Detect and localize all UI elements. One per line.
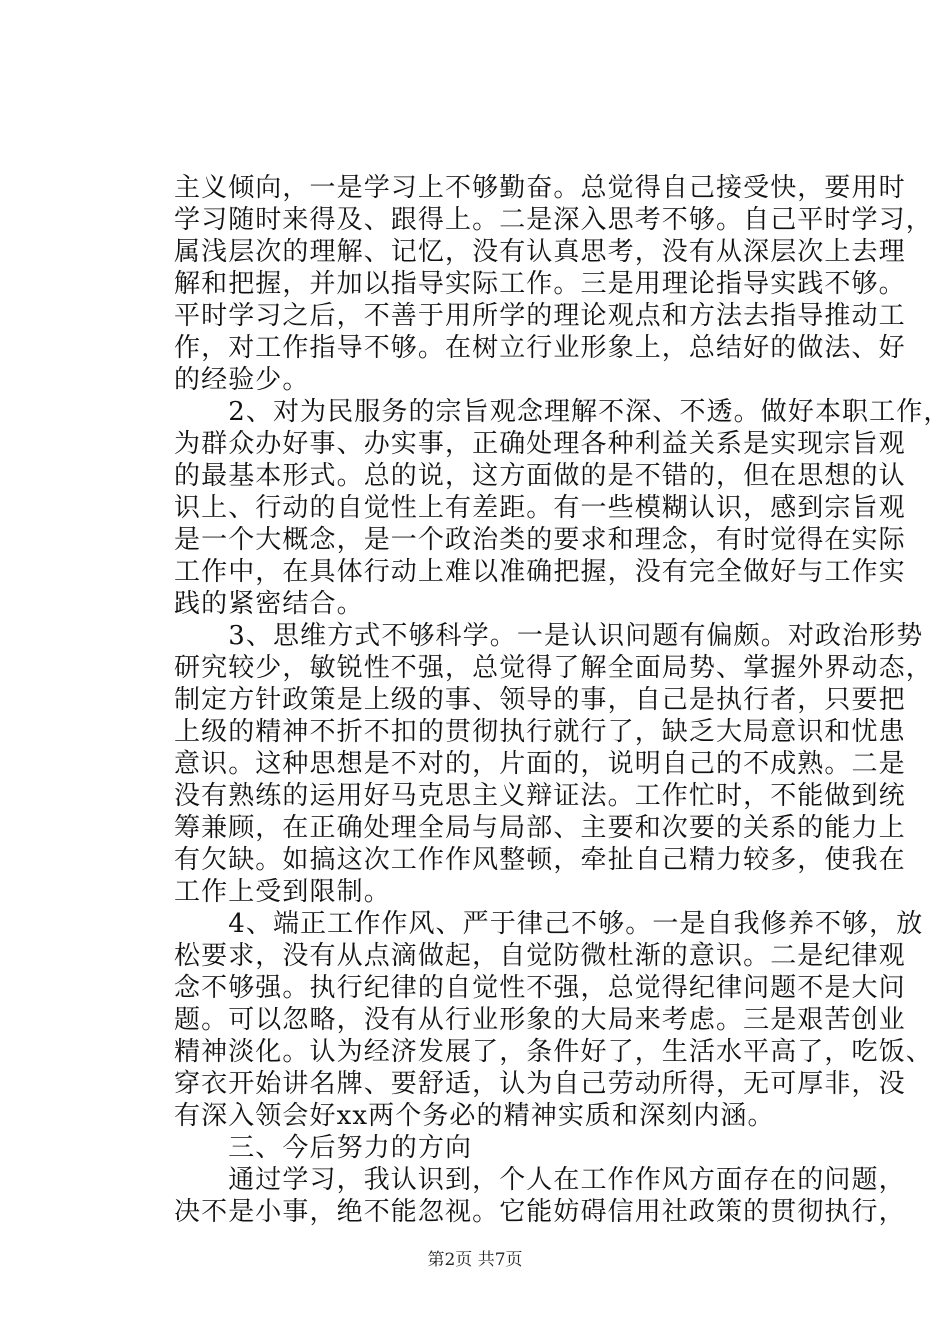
text-line: 制定方针政策是上级的事、领导的事，自己是执行者，只要把 <box>174 685 906 715</box>
text-line: 学习随时来得及、跟得上。二是深入思考不够。自己平时学习， <box>174 205 933 235</box>
text-line: 有欠缺。如搞这次工作作风整顿，牵扯自己精力较多，使我在 <box>174 845 906 875</box>
text-line: 主义倾向，一是学习上不够勤奋。总觉得自己接受快，要用时 <box>174 173 906 203</box>
text-line: 4、端正工作作风、严于律己不够。一是自我修养不够，放 <box>174 909 924 939</box>
text-line: 属浅层次的理解、记忆，没有认真思考，没有从深层次上去理 <box>174 237 906 267</box>
text-line: 工作上受到限制。 <box>174 877 391 907</box>
text-line: 研究较少，敏锐性不强，总觉得了解全面局势、掌握外界动态， <box>174 653 933 683</box>
text-line: 是一个大概念，是一个政治类的要求和理念，有时觉得在实际 <box>174 525 906 555</box>
text-line: 上级的精神不折不扣的贯彻执行就行了，缺乏大局意识和忧患 <box>174 717 906 747</box>
text-line: 通过学习，我认识到，个人在工作作风方面存在的问题， <box>174 1165 906 1195</box>
text-line: 的经验少。 <box>174 365 310 395</box>
text-line: 2、对为民服务的宗旨观念理解不深、不透。做好本职工作， <box>174 397 950 427</box>
text-line: 的最基本形式。总的说，这方面做的是不错的，但在思想的认 <box>174 461 906 491</box>
text-line: 决不是小事，绝不能忽视。它能妨碍信用社政策的贯彻执行， <box>174 1197 906 1227</box>
text-line: 识上、行动的自觉性上有差距。有一些模糊认识，感到宗旨观 <box>174 493 906 523</box>
body-text <box>174 172 950 1228</box>
text-line: 意识。这种思想是不对的，片面的，说明自己的不成熟。二是 <box>174 749 906 779</box>
text-line: 题。可以忽略，没有从行业形象的大局来考虑。三是艰苦创业 <box>174 1005 906 1035</box>
text-line: 筹兼顾，在正确处理全局与局部、主要和次要的关系的能力上 <box>174 813 906 843</box>
text-line: 践的紧密结合。 <box>174 589 364 619</box>
text-line: 为群众办好事、办实事，正确处理各种利益关系是实现宗旨观 <box>174 429 906 459</box>
text-line: 作，对工作指导不够。在树立行业形象上，总结好的做法、好 <box>174 333 906 363</box>
text-line: 平时学习之后，不善于用所学的理论观点和方法去指导推动工 <box>174 301 906 331</box>
text-line: 穿衣开始讲名牌、要舒适，认为自己劳动所得，无可厚非，没 <box>174 1069 906 1099</box>
text-line: 念不够强。执行纪律的自觉性不强，总觉得纪律问题不是大问 <box>174 973 906 1003</box>
text-line: 工作中，在具体行动上难以准确把握，没有完全做好与工作实 <box>174 557 906 587</box>
page-number-footer: 第2页 共7页 <box>427 1250 523 1270</box>
text-line: 松要求，没有从点滴做起，自觉防微杜渐的意识。二是纪律观 <box>174 941 906 971</box>
text-line: 精神淡化。认为经济发展了，条件好了，生活水平高了，吃饭、 <box>174 1037 933 1067</box>
text-line: 3、思维方式不够科学。一是认识问题有偏颇。对政治形势 <box>174 621 924 651</box>
text-line: 没有熟练的运用好马克思主义辩证法。工作忙时，不能做到统 <box>174 781 906 811</box>
text-line: 解和把握，并加以指导实际工作。三是用理论指导实践不够。 <box>174 269 906 299</box>
text-line: 有深入领会好xx两个务必的精神实质和深刻内涵。 <box>174 1101 775 1131</box>
section-heading: 三、今后努力的方向 <box>174 1133 473 1163</box>
